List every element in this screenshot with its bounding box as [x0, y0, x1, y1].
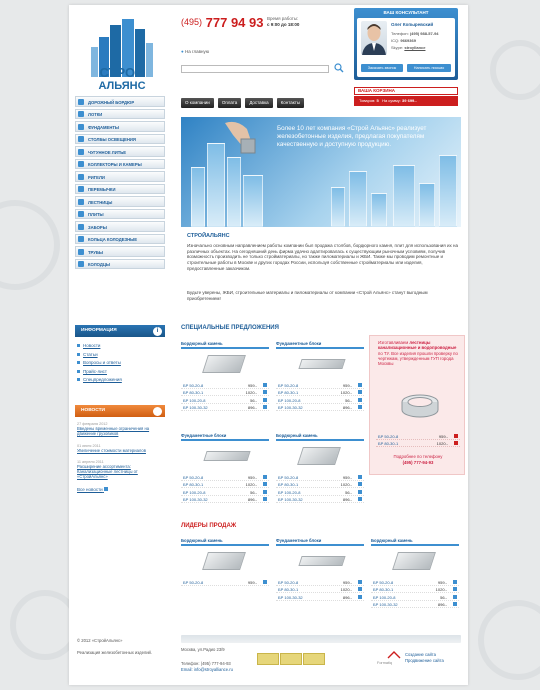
write-letter-button[interactable]: Написать письмо: [407, 64, 451, 72]
building-shape: [393, 165, 415, 227]
promo-text: [378, 340, 462, 367]
payment-card-icon: [303, 653, 325, 665]
catalog-item-icon: [78, 236, 84, 242]
product-code[interactable]: БР 100-20-8: [183, 489, 206, 495]
product-price: 959.-: [342, 474, 352, 480]
avatar: [361, 21, 387, 55]
create-site-link[interactable]: Создание сайта: [405, 652, 437, 657]
phone-number: 777 94 93: [205, 15, 264, 30]
consultant-icq: [391, 38, 416, 43]
product-price: 1020.-: [436, 441, 448, 446]
footer-copyright: © 2012 «СтройАльянс»: [77, 638, 123, 643]
nav-item[interactable]: [75, 234, 165, 245]
nav-item-label: РИГЕЛИ: [88, 174, 105, 180]
cart-widget[interactable]: [354, 87, 458, 109]
cart-title: ВАША КОРЗИНА: [354, 87, 458, 95]
product-price: 56.-: [345, 489, 352, 495]
product-price: 896.-: [342, 497, 352, 502]
news-date: 27 февраля 2012: [77, 422, 108, 426]
catalog-item-icon: [78, 161, 84, 167]
foundation-block-icon: [298, 556, 345, 566]
news-link[interactable]: Введены временные ограничения на движение грузовиков: [77, 426, 150, 437]
product-price: 1020.-: [340, 587, 352, 592]
promo-phone-label: Подробнее по телефону: [393, 454, 443, 459]
price-row: [181, 396, 269, 404]
order-call-button[interactable]: Заказать звонок: [361, 64, 403, 72]
add-to-cart-icon[interactable]: [263, 390, 267, 394]
footer-address: Москва, ул.Радио 23/9: [181, 647, 225, 652]
price-row: [276, 496, 364, 504]
product-code[interactable]: БР 100-20-8: [278, 397, 301, 403]
product-card: [371, 538, 459, 608]
catalog-item-icon: [78, 211, 84, 217]
nav-item-label: КОЛЛЕКТОРЫ И КАМЕРЫ: [88, 162, 142, 167]
foundation-block-icon: [298, 359, 345, 369]
foundation-block-icon: [203, 451, 250, 461]
product-code[interactable]: БР 80-30-1: [183, 390, 204, 395]
add-to-cart-icon[interactable]: [358, 482, 362, 486]
add-to-cart-icon[interactable]: [454, 441, 458, 445]
product-code[interactable]: БР 50-20-8: [278, 382, 299, 388]
product-image[interactable]: [181, 441, 269, 473]
product-code[interactable]: БР 100-30-32: [373, 602, 398, 607]
building-shape: [371, 193, 387, 227]
price-row: [371, 586, 459, 594]
nav-item[interactable]: [75, 159, 165, 170]
home-link-label: На главную: [184, 49, 210, 54]
add-to-cart-icon[interactable]: [263, 398, 267, 402]
product-price: 959.-: [247, 579, 257, 585]
add-to-cart-icon[interactable]: [453, 595, 457, 599]
news-item: [77, 460, 165, 479]
product-code[interactable]: БР 100-20-8: [278, 489, 301, 495]
product-image[interactable]: [181, 546, 269, 578]
search-input[interactable]: [181, 65, 329, 73]
cart-goods-count: 5: [376, 98, 379, 103]
about-paragraph-2: Будьте уверены, ЖБИ, строительные материалы и пиломатериалы от компании «Строй Альянс» станут выгодным приобретением!: [187, 290, 428, 301]
product-code[interactable]: БР 80-30-1: [183, 482, 204, 487]
price-row: [276, 593, 364, 601]
promo-banner[interactable]: [181, 117, 461, 227]
nav-item-label: ЛОТКИ: [88, 112, 103, 117]
price-row: [181, 481, 269, 489]
add-to-cart-icon[interactable]: [263, 580, 267, 584]
manhole-ring-icon: [398, 392, 442, 420]
promo-text-bold[interactable]: лестницы канализационные и водопроводные: [378, 340, 457, 351]
product-code[interactable]: БР 50-20-8: [278, 474, 299, 480]
consultant-box: [354, 8, 458, 80]
add-to-cart-icon[interactable]: [358, 497, 362, 501]
nav-item-label: ПЛИТЫ: [88, 212, 104, 217]
product-price: 1020.-: [435, 587, 447, 592]
add-to-cart-icon[interactable]: [358, 490, 362, 494]
add-to-cart-icon[interactable]: [263, 405, 267, 409]
add-to-cart-icon[interactable]: [358, 405, 362, 409]
search-icon: [334, 63, 344, 73]
nav-item[interactable]: [75, 171, 165, 182]
nav-item-label: ФУНДАМЕНТЫ: [88, 124, 120, 130]
add-to-cart-icon[interactable]: [453, 602, 457, 606]
product-price: 1020.-: [245, 482, 257, 487]
product-price: 959.-: [342, 382, 352, 388]
home-link[interactable]: [181, 49, 209, 54]
price-row: [181, 496, 269, 504]
product-price: 1020.-: [245, 390, 257, 395]
home-icon: ●: [181, 49, 184, 54]
consultant-name: Олег Копыревский: [391, 22, 434, 27]
news-link[interactable]: Увеличение стоимости материалов: [77, 448, 146, 453]
add-to-cart-icon[interactable]: [358, 475, 362, 479]
product-price: 56.-: [440, 594, 447, 600]
price-row: [181, 473, 269, 481]
about-paragraph-1: Изначально основным направлением работы компании был продажа столбов, бордюрного камня, плит для использования их на различных объектах. На сегодняшний день фирма удачно адаптировалась к существующим рыночным условиям, получив возможность производить не только стройматериалы, но также пиломатериалы и ЖБИ. Также мы проводим ремонтные и строительные работы в Москве и других городах России, используя собственные стройматериалы или изделия, предоставленные заказчиком.: [187, 243, 458, 271]
add-to-cart-icon[interactable]: [263, 497, 267, 501]
footer-phone: Телефон: (495) 777-94-93: [181, 661, 231, 666]
top-menu-payment[interactable]: Оплата: [218, 98, 241, 108]
product-card: [181, 538, 269, 586]
price-row: [276, 404, 364, 412]
product-card-title[interactable]: Бордюрный камень: [181, 341, 269, 349]
product-price: 896.-: [342, 594, 352, 600]
product-image[interactable]: [276, 349, 364, 381]
info-link-special[interactable]: Спецпредложения: [77, 377, 165, 382]
consultant-phone-value: (495) 988-57-94: [409, 31, 439, 36]
cart-sum-value: 39 699.-: [402, 98, 417, 103]
catalog-item-icon: [78, 224, 84, 230]
price-row: [181, 578, 269, 586]
news-date: 11 апреля 2011: [77, 460, 104, 464]
nav-item[interactable]: [75, 146, 165, 157]
product-code[interactable]: БР 50-20-8: [373, 579, 394, 585]
footer-email[interactable]: Email: info@stroyalliance.ru: [181, 667, 233, 672]
price-row: [376, 440, 460, 448]
news-title: НОВОСТИ: [81, 408, 105, 413]
product-code[interactable]: БР 100-30-32: [183, 405, 208, 410]
consultant-icq-label: ICQ:: [391, 38, 400, 43]
nav-item-label: ЗАБОРЫ: [88, 224, 107, 230]
catalog-item-icon: [78, 99, 84, 105]
banner-text: Более 10 лет компания «Строй Альянс» реализует железобетонные изделия, предлагая покупателям качественную и доступную продукцию.: [277, 125, 427, 148]
add-to-cart-icon[interactable]: [358, 398, 362, 402]
promo-phone: (495) 777-94-93: [402, 459, 434, 465]
add-to-cart-icon[interactable]: [358, 595, 362, 599]
consultant-phone: [391, 31, 439, 36]
product-price: 896.-: [247, 497, 257, 502]
add-to-cart-icon[interactable]: [263, 482, 267, 486]
product-price: 959.-: [247, 382, 257, 388]
nav-item[interactable]: [75, 221, 165, 232]
consultant-skype: [391, 45, 425, 50]
cart-sum-label: На сумму:: [382, 98, 401, 103]
news-item: [77, 444, 165, 453]
price-row: [181, 389, 269, 397]
product-code[interactable]: БР 50-20-8: [183, 474, 204, 480]
consultant-icq-value: 9669369: [400, 38, 416, 43]
hours-label: Время работы:: [267, 16, 299, 21]
developer-name: Formatiq: [377, 661, 392, 665]
promo-text-post: по ТУ. Все изделия прошли проверку по чертежам, утвержденным ГУП города Москвы: [378, 350, 458, 367]
building-shape: [419, 183, 435, 227]
consultant-skype-label: Skype:: [391, 45, 404, 50]
logo-line-2: АЛЬЯНС: [98, 80, 146, 92]
product-price: 56.-: [345, 397, 352, 403]
special-offers-title: СПЕЦИАЛЬНЫЕ ПРЕДЛОЖЕНИЯ: [181, 325, 279, 331]
nav-item-label: ПЕРЕМЫЧКИ: [88, 187, 116, 192]
product-card-title[interactable]: Фундаментные блоки: [276, 341, 364, 349]
nav-item-label: СТОЛБЫ ОСВЕЩЕНИЯ: [88, 137, 136, 142]
developer-logo-icon[interactable]: [387, 651, 401, 661]
price-row: [276, 481, 364, 489]
leaders-title: ЛИДЕРЫ ПРОДАЖ: [181, 523, 237, 529]
product-code[interactable]: БР 80-30-1: [278, 587, 299, 592]
catalog-item-icon: [78, 261, 84, 267]
price-row: [276, 578, 364, 586]
promo-price-list: [376, 432, 460, 447]
add-to-cart-icon[interactable]: [454, 434, 458, 438]
top-menu: [181, 98, 304, 108]
info-list: [77, 343, 165, 386]
price-row: [276, 488, 364, 496]
building-shape: [191, 167, 205, 227]
product-price: 56.-: [250, 397, 257, 403]
product-image[interactable]: [276, 546, 364, 578]
search-button[interactable]: [334, 63, 344, 73]
product-code[interactable]: БР 50-20-8: [278, 579, 299, 585]
price-row: [371, 578, 459, 586]
price-row: [181, 404, 269, 412]
curb-stone-icon: [392, 552, 436, 570]
price-row: [181, 488, 269, 496]
product-card: [276, 538, 364, 601]
product-code[interactable]: БР 80-30-1: [378, 441, 399, 446]
product-card-title[interactable]: Фундаментные блоки: [276, 538, 364, 546]
product-price: 896.-: [247, 405, 257, 410]
add-to-cart-icon[interactable]: [263, 490, 267, 494]
nav-item-label: КОЛОДЦЫ: [88, 262, 110, 267]
nav-item[interactable]: [75, 196, 165, 207]
footer-slogan: Реализация железобетонных изделий.: [77, 650, 153, 655]
news-link[interactable]: Расширение ассортимента: Канализационные лестницы от «СтройАльянс»: [77, 464, 138, 480]
info-title: ИНФОРМАЦИЯ: [81, 328, 117, 333]
catalog-item-icon: [78, 124, 84, 130]
building-shape: [243, 175, 263, 227]
nav-item[interactable]: [75, 121, 165, 132]
hand-with-block-icon: [221, 121, 261, 155]
arrow-right-icon: [104, 487, 108, 491]
product-code[interactable]: БР 80-30-1: [278, 390, 299, 395]
price-row: [276, 389, 364, 397]
promote-site-link[interactable]: Продвижение сайта: [405, 658, 444, 663]
top-menu-contacts[interactable]: Контакты: [277, 98, 304, 108]
product-code[interactable]: БР 100-30-32: [278, 405, 303, 410]
price-row: [276, 396, 364, 404]
nav-item-label: ЧУГУННОЕ ЛИТЬЕ: [88, 149, 127, 155]
cart-goods-label: Товаров:: [359, 98, 376, 103]
consultant-photo-icon: [361, 21, 387, 55]
product-price: 56.-: [250, 489, 257, 495]
consultant-card: [357, 18, 455, 77]
product-price: 959.-: [437, 579, 447, 585]
curb-stone-icon: [202, 355, 246, 373]
all-news-label: Все новости: [77, 487, 103, 492]
building-shape: [331, 187, 345, 227]
page: [69, 5, 468, 685]
nav-item[interactable]: [75, 184, 165, 195]
building-shape: [227, 157, 241, 227]
product-price: 959.-: [342, 579, 352, 585]
info-link-articles[interactable]: Статьи: [77, 352, 165, 357]
price-row: [371, 593, 459, 601]
building-shape: [349, 171, 367, 227]
product-code[interactable]: БР 50-20-8: [183, 382, 204, 388]
product-card-title[interactable]: Бордюрный камень: [276, 433, 364, 441]
nav-item[interactable]: [75, 246, 165, 257]
product-code[interactable]: БР 50-20-8: [183, 579, 204, 585]
consultant-title: ВАШ КОНСУЛЬТАНТ: [383, 10, 429, 15]
news-icon: [153, 407, 162, 416]
product-code[interactable]: БР 100-30-32: [278, 594, 303, 600]
about-title: СТРОЙАЛЬЯНС: [187, 233, 230, 239]
product-card-title[interactable]: Бордюрный камень: [181, 538, 269, 546]
product-image[interactable]: [371, 546, 459, 578]
formatiq-mark-icon: [387, 651, 401, 659]
product-price: 959.-: [247, 474, 257, 480]
product-price: 896.-: [342, 405, 352, 410]
add-to-cart-icon[interactable]: [263, 383, 267, 387]
product-code[interactable]: БР 80-30-1: [373, 587, 394, 592]
catalog-item-icon: [78, 136, 84, 142]
promo-contact: [370, 454, 466, 465]
price-row: [181, 381, 269, 389]
info-header: [75, 325, 165, 337]
price-row: [276, 586, 364, 594]
nav-item[interactable]: [75, 109, 165, 120]
add-to-cart-icon[interactable]: [453, 580, 457, 584]
nav-item-label: ДОРОЖНЫЙ БОРДЮР: [88, 99, 135, 105]
consultant-skype-value[interactable]: stroyllance: [404, 45, 426, 50]
phone-code: (495): [181, 17, 203, 27]
product-image[interactable]: [181, 349, 269, 381]
nav-item-label: КОЛЬЦА КОЛОДЕЗНЫЕ: [88, 237, 138, 242]
nav-item[interactable]: [75, 259, 165, 270]
nav-item-label: ЛЕСТНИЦЫ: [88, 199, 113, 205]
add-to-cart-icon[interactable]: [358, 580, 362, 584]
payment-card-icon: [280, 653, 302, 665]
cart-summary: [354, 96, 458, 106]
product-card: [276, 341, 364, 411]
add-to-cart-icon[interactable]: [358, 587, 362, 591]
news-date: 01 июня 2011: [77, 444, 101, 448]
building-shape: [207, 143, 225, 227]
product-code[interactable]: БР 100-20-8: [373, 594, 396, 600]
add-to-cart-icon[interactable]: [358, 390, 362, 394]
add-to-cart-icon[interactable]: [453, 587, 457, 591]
nav-item-label: ТРУБЫ: [88, 249, 104, 255]
curb-stone-icon: [297, 447, 341, 465]
nav-item[interactable]: [75, 209, 165, 220]
product-code[interactable]: БР 100-30-32: [183, 497, 208, 502]
product-card: [276, 433, 364, 503]
nav-item[interactable]: [75, 96, 165, 107]
catalog-item-icon: [78, 149, 84, 155]
product-card: [181, 433, 269, 503]
work-hours: [267, 16, 307, 28]
curb-stone-icon: [202, 552, 246, 570]
footer-divider: [181, 635, 461, 643]
product-price: 1020.-: [340, 482, 352, 487]
product-price: 1020.-: [340, 390, 352, 395]
top-menu-delivery[interactable]: Доставка: [245, 98, 272, 108]
product-card-title[interactable]: Бордюрный камень: [371, 538, 459, 546]
product-price: 959.-: [438, 433, 448, 439]
product-image[interactable]: [276, 441, 364, 473]
payment-logos: [257, 653, 325, 665]
product-card: [181, 341, 269, 411]
hours-value: с 9:00 до 18:00: [267, 21, 300, 27]
info-icon: i: [153, 327, 162, 336]
price-row: [276, 381, 364, 389]
catalog-item-icon: [78, 186, 84, 192]
price-row: [371, 601, 459, 609]
catalog-item-icon: [78, 199, 84, 205]
info-link-faq[interactable]: Вопросы и ответы: [77, 360, 165, 365]
add-to-cart-icon[interactable]: [358, 383, 362, 387]
promo-text-pre: Изготавливаем: [378, 340, 409, 345]
add-to-cart-icon[interactable]: [263, 475, 267, 479]
product-price: 896.-: [437, 602, 447, 607]
logo-line-1: СТРОЙ: [99, 65, 145, 80]
catalog-item-icon: [78, 249, 84, 255]
news-header: [75, 405, 165, 417]
nav-item[interactable]: [75, 134, 165, 145]
catalog-item-icon: [78, 174, 84, 180]
logo[interactable]: [79, 17, 165, 99]
consultant-phone-label: Телефон:: [391, 31, 409, 36]
price-row: [276, 473, 364, 481]
catalog-nav: [75, 96, 165, 271]
product-code[interactable]: БР 100-20-8: [183, 397, 206, 403]
all-news-link[interactable]: [77, 487, 108, 492]
product-card-title[interactable]: Фундаментные блоки: [181, 433, 269, 441]
header-phone: [181, 15, 263, 30]
product-code[interactable]: БР 80-30-1: [278, 482, 299, 487]
info-link-price[interactable]: Прайс-лист: [77, 369, 165, 374]
info-link-news[interactable]: Новости: [77, 343, 165, 348]
catalog-item-icon: [78, 111, 84, 117]
payment-card-icon: [257, 653, 279, 665]
news-item: [77, 422, 165, 436]
building-shape: [439, 155, 457, 227]
product-code[interactable]: БР 50-20-8: [378, 433, 399, 439]
stairs-promo-box: [369, 335, 465, 475]
top-menu-about[interactable]: О компании: [181, 98, 214, 108]
product-code[interactable]: БР 100-30-32: [278, 497, 303, 502]
price-row: [376, 432, 460, 440]
